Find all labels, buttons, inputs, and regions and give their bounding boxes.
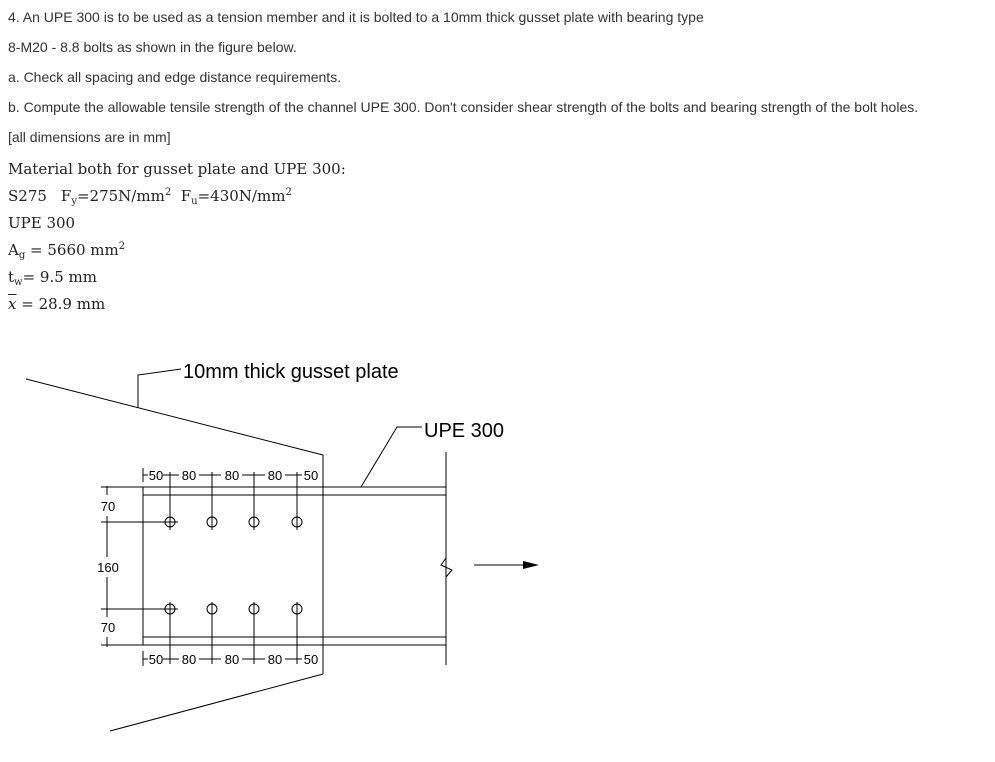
fu-subscript: u bbox=[191, 196, 198, 207]
problem-line-1: 4. An UPE 300 is to be used as a tension member and it is bolted to a 10mm thick gusset plate with bearing type bbox=[8, 9, 704, 25]
top-dimension: 80 bbox=[181, 468, 197, 483]
problem-line-2: 8-M20 - 8.8 bolts as shown in the figure below. bbox=[8, 39, 297, 55]
top-dimension: 50 bbox=[303, 468, 319, 483]
top-dimension: 80 bbox=[267, 468, 283, 483]
fu-label: F bbox=[180, 187, 192, 205]
fy-value: =275N/mm bbox=[76, 187, 165, 205]
tw-subscript: w bbox=[14, 277, 23, 288]
section-name: UPE 300 bbox=[8, 214, 76, 232]
channel-label: UPE 300 bbox=[424, 420, 505, 442]
top-dimension: 50 bbox=[148, 468, 164, 483]
material-heading: Material both for gusset plate and UPE 300: bbox=[8, 160, 346, 178]
side-dimension: 70 bbox=[100, 499, 116, 514]
ag-exponent: 2 bbox=[118, 241, 126, 252]
fu-exponent: 2 bbox=[285, 187, 292, 198]
problem-line-4: b. Compute the allowable tensile strength of the channel UPE 300. Don't consider shear strength of the bolts and bearing strength of the bolt holes. bbox=[8, 99, 919, 115]
problem-line-5: [all dimensions are in mm] bbox=[8, 129, 171, 145]
gusset-leader bbox=[138, 369, 181, 408]
tw-value: = 9.5 mm bbox=[22, 268, 98, 286]
fy-subscript: y bbox=[71, 196, 77, 207]
bottom-dimension: 50 bbox=[148, 652, 164, 667]
gusset-bottom-edge bbox=[110, 674, 323, 731]
fy-label: F bbox=[60, 187, 72, 205]
load-arrow-icon bbox=[523, 561, 539, 569]
gusset-label: 10mm thick gusset plate bbox=[183, 361, 399, 383]
tw-label: t bbox=[8, 268, 15, 286]
side-dimension: 160 bbox=[97, 560, 119, 575]
channel-leader bbox=[361, 427, 422, 487]
ag-subscript: g bbox=[18, 250, 26, 261]
top-dimension: 80 bbox=[224, 468, 240, 483]
bottom-dimension: 80 bbox=[181, 652, 197, 667]
gusset-top-edge bbox=[26, 379, 323, 455]
bottom-dimension: 80 bbox=[267, 652, 283, 667]
problem-line-3: a. Check all spacing and edge distance requirements. bbox=[8, 69, 342, 85]
bottom-dimension: 50 bbox=[303, 652, 319, 667]
fu-value: =430N/mm bbox=[197, 187, 286, 205]
side-dimension: 70 bbox=[100, 620, 116, 635]
ag-label: A bbox=[8, 241, 19, 259]
xbar-value: = 28.9 mm bbox=[16, 295, 106, 313]
fy-exponent: 2 bbox=[164, 187, 172, 198]
xbar-label: $\overline{x}$ bbox=[8, 295, 17, 313]
ag-value: = 5660 mm bbox=[25, 241, 119, 259]
bottom-dimension: 80 bbox=[224, 652, 240, 667]
steel-grade: S275 bbox=[8, 187, 47, 205]
